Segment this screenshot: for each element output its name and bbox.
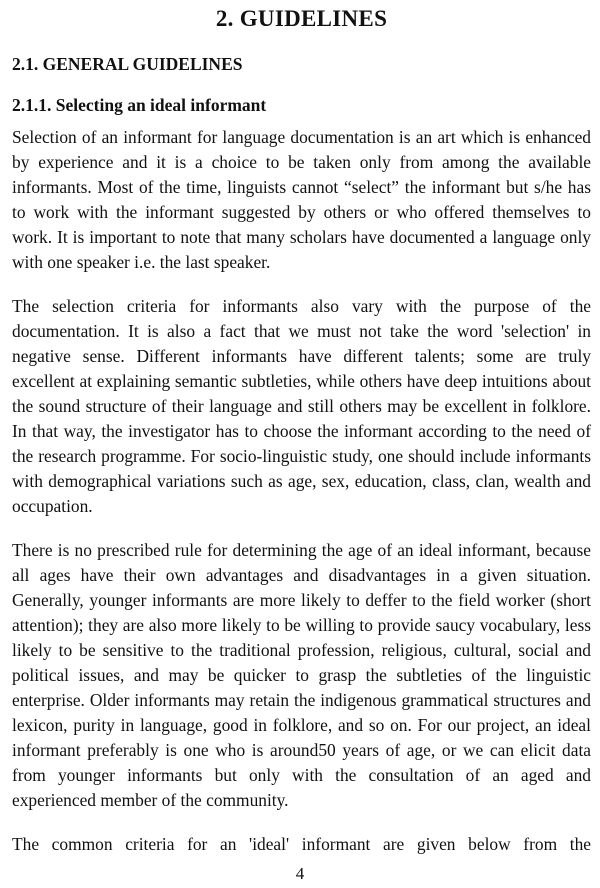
body-paragraph: Selection of an informant for language documentation is an art which is enhanced by experience and it is a choice to be taken only from among the available informants. Most of the time, linguists cannot “select” the informant but s/he has to work with the informant suggested by others or who offered themselves to work. It is important to note that many scholars have documented a language only with one speaker i.e. the last speaker. bbox=[12, 127, 591, 272]
body-paragraph: The selection criteria for informants also vary with the purpose of the documentation. It is also a fact that we must not take the word 'selection' in negative sense. Different informants have different talents; some are truly excellent at explaining semantic subtleties, while others have deep intuitions about the sound structure of their language and still others may be excellent in folklore. In that way, the investigator has to choose the informant according to the need of the research programme. For socio-linguistic study, one should include informants with demographical variations such as age, sex, education, class, clan, wealth and occupation. bbox=[12, 296, 591, 516]
chapter-title: 2. GUIDELINES bbox=[215, 6, 388, 31]
body-paragraph: There is no prescribed rule for determining the age of an ideal informant, because all ages have their own advantages and disadvantages in a given situation. Generally, younger informants are more likely to deffer to the field worker (short attention); they are also more likely to be willing to provide saucy vocabulary, less likely to be sensitive to the traditional profession, religious, cultural, social and political issues, and may be quicker to grasp the subtleties of the linguistic enterprise. Older informants may retain the indigenous grammatical structures and lexicon, purity in language, good in folklore, and so on. For our project, an ideal informant preferably is one who is around50 years of age, or we can elicit data from younger informants but only with the consultation of an aged and experienced member of the community. bbox=[12, 540, 591, 810]
body-paragraph: The common criteria for an 'ideal' informant are given below from the bbox=[12, 834, 591, 854]
section-heading: 2.1. GENERAL GUIDELINES bbox=[12, 54, 243, 74]
page-number: 4 bbox=[295, 864, 305, 883]
subsection-heading: 2.1.1. Selecting an ideal informant bbox=[12, 95, 267, 115]
